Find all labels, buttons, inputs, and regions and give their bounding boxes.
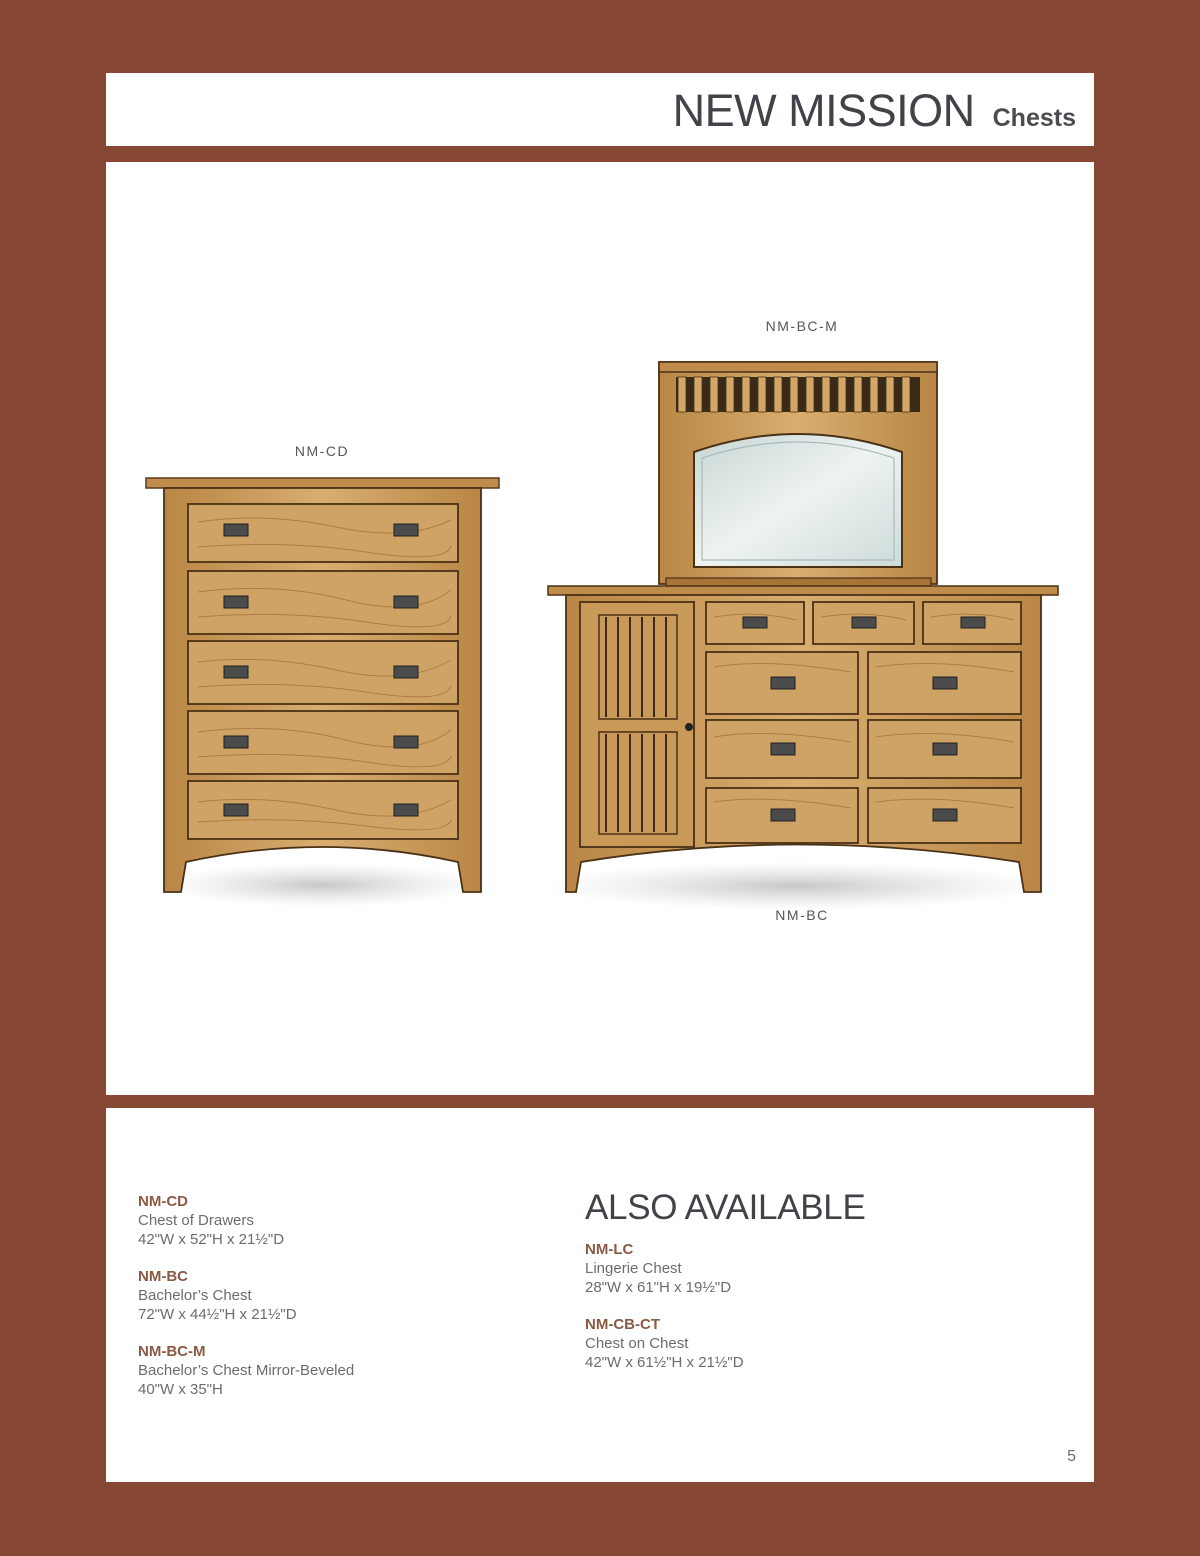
product-info-panel [106, 1108, 1094, 1482]
product-dimensions: 42"W x 52"H x 21½"D [138, 1231, 285, 1248]
product-spec-list [138, 1192, 538, 1417]
page-title-group [673, 85, 1076, 137]
product-name: Chest on Chest [585, 1335, 689, 1352]
page-title: NEW MISSION [672, 85, 975, 136]
caption-nm-bc-m: NM-BC-M [765, 318, 839, 334]
product-spec-item [138, 1267, 538, 1324]
product-dimensions: 40"W x 35"H [138, 1381, 223, 1398]
product-illustration-panel [106, 162, 1094, 1095]
also-available-section [585, 1188, 985, 1390]
chest-of-drawers-image [146, 478, 499, 907]
page-number: 5 [1067, 1448, 1076, 1465]
product-spec-item [138, 1192, 538, 1249]
product-sku: NM-CB-CT [585, 1316, 660, 1333]
product-spec-item [138, 1342, 538, 1399]
mirror-image [659, 362, 937, 586]
product-sku: NM-BC [138, 1268, 188, 1285]
header-bar [106, 73, 1094, 146]
product-name: Bachelor’s Chest Mirror-Beveled [138, 1362, 355, 1379]
product-name: Lingerie Chest [585, 1260, 682, 1277]
product-dimensions: 28"W x 61"H x 19½"D [585, 1279, 732, 1296]
caption-nm-bc: NM-BC [775, 907, 829, 923]
bachelors-chest-image [546, 586, 1058, 910]
caption-nm-cd: NM-CD [294, 443, 350, 459]
product-dimensions: 72"W x 44½"H x 21½"D [138, 1306, 297, 1323]
also-available-item [585, 1315, 985, 1372]
product-dimensions: 42"W x 61½"H x 21½"D [585, 1354, 744, 1371]
also-available-item [585, 1240, 985, 1297]
product-name: Chest of Drawers [138, 1212, 254, 1229]
page-subtitle: Chests [992, 104, 1076, 132]
product-sku: NM-BC-M [138, 1343, 206, 1360]
product-name: Bachelor’s Chest [138, 1287, 252, 1304]
furniture-illustration [106, 162, 1094, 1095]
product-sku: NM-LC [585, 1241, 634, 1258]
also-available-heading: ALSO AVAILABLE [585, 1188, 866, 1227]
product-sku: NM-CD [138, 1193, 188, 1210]
